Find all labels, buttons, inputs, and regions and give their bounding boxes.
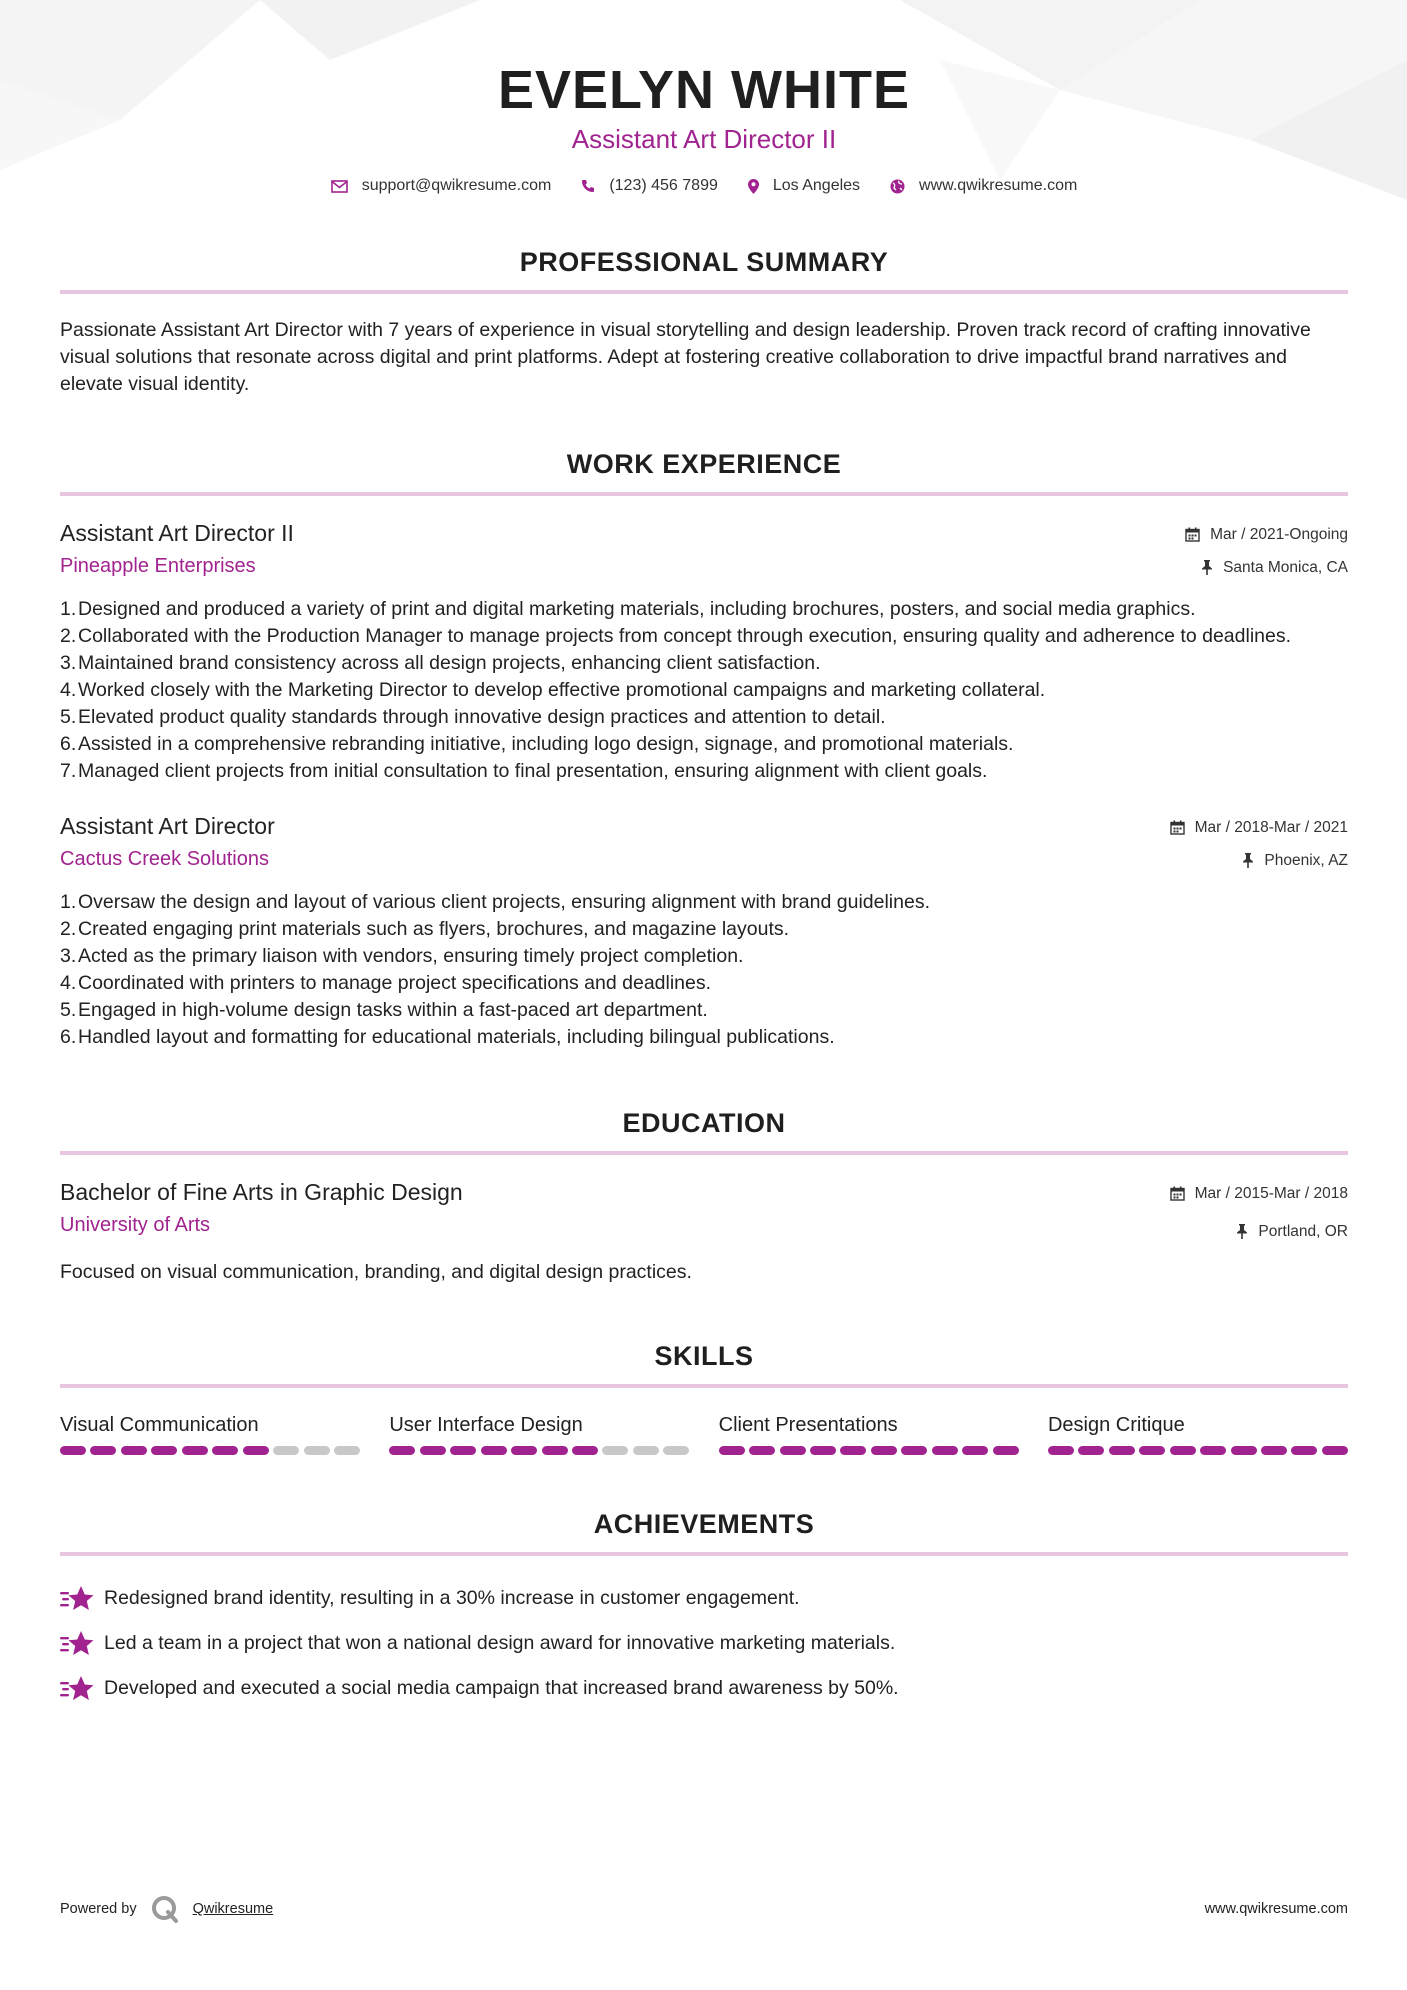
- job-head: [60, 518, 1348, 584]
- skill-level-segment: [243, 1446, 269, 1455]
- achievement-item: [60, 1576, 1348, 1621]
- list-item-text: Managed client projects from initial consultation to final presentation, ensuring alignment with client goals.: [78, 760, 988, 782]
- skill-item: [1048, 1412, 1348, 1455]
- footer-website[interactable]: www.qwikresume.com: [1204, 1901, 1348, 1917]
- skill-level-segment: [871, 1446, 897, 1455]
- contact-email[interactable]: [331, 177, 552, 195]
- list-item: [60, 970, 1348, 997]
- section-divider: [60, 1151, 1348, 1155]
- section-divider: [60, 1552, 1348, 1556]
- list-number: 2.: [60, 918, 77, 940]
- calendar-icon: [1170, 1186, 1185, 1201]
- achievements-section: [60, 1508, 1348, 1711]
- list-number: 7.: [60, 760, 77, 782]
- list-number: 3.: [60, 945, 77, 967]
- list-number: 6.: [60, 1026, 77, 1048]
- education-dates-text: Mar / 2015-Mar / 2018: [1194, 1184, 1348, 1202]
- skill-level-segment: [60, 1446, 86, 1455]
- achievement-list: [60, 1576, 1348, 1711]
- contact-phone[interactable]: [581, 177, 718, 195]
- experience-heading: WORK EXPERIENCE: [566, 449, 842, 479]
- company-name: Pineapple Enterprises: [60, 555, 256, 577]
- envelope-icon: [331, 180, 348, 193]
- skill-level-segment: [1231, 1446, 1257, 1455]
- skills-section: [60, 1340, 1348, 1455]
- skill-level-segment: [1291, 1446, 1317, 1455]
- star-icon: [60, 1674, 94, 1704]
- list-item-text: Elevated product quality standards through innovative design practices and attention to detail.: [78, 706, 886, 728]
- job-left: [60, 811, 275, 873]
- qwikresume-logo-icon: [151, 1895, 179, 1923]
- list-number: 3.: [60, 652, 77, 674]
- skills-heading: SKILLS: [654, 1341, 754, 1371]
- skill-name: Visual Communication: [60, 1414, 259, 1436]
- skill-level-segment: [719, 1446, 745, 1455]
- skill-level-bar: [60, 1446, 360, 1455]
- skill-level-segment: [273, 1446, 299, 1455]
- education-dates: [1170, 1177, 1348, 1210]
- list-item: [60, 704, 1348, 731]
- skill-level-segment: [602, 1446, 628, 1455]
- list-item: [60, 650, 1348, 677]
- map-marker-icon: [748, 179, 759, 194]
- list-item: [60, 758, 1348, 785]
- achievement-item: [60, 1666, 1348, 1711]
- skill-level-segment: [121, 1446, 147, 1455]
- skill-level-segment: [1109, 1446, 1135, 1455]
- skill-level-segment: [962, 1446, 988, 1455]
- skill-name: Client Presentations: [718, 1414, 898, 1436]
- job-dates: [1185, 518, 1348, 551]
- summary-heading: PROFESSIONAL SUMMARY: [519, 247, 889, 277]
- list-number: 5.: [60, 706, 77, 728]
- education-left: [60, 1177, 463, 1239]
- calendar-icon: [1170, 820, 1185, 835]
- skill-level-segment: [542, 1446, 568, 1455]
- job-location-text: Phoenix, AZ: [1264, 851, 1348, 869]
- phone-icon: [581, 179, 595, 193]
- skill-level-segment: [780, 1446, 806, 1455]
- list-number: 4.: [60, 679, 77, 701]
- job-entry: [60, 811, 1348, 1051]
- skill-level-segment: [749, 1446, 775, 1455]
- degree-title: Bachelor of Fine Arts in Graphic Design: [60, 1179, 463, 1205]
- education-entry: [60, 1177, 1348, 1286]
- list-number: 5.: [60, 999, 77, 1021]
- summary-section: [60, 246, 1348, 398]
- contact-website[interactable]: [890, 177, 1077, 195]
- list-item-text: Maintained brand consistency across all design projects, enhancing client satisfaction.: [78, 652, 821, 674]
- skill-item: [389, 1412, 689, 1455]
- skill-level-segment: [334, 1446, 360, 1455]
- skill-level-segment: [572, 1446, 598, 1455]
- job-dates-text: Mar / 2018-Mar / 2021: [1194, 818, 1348, 836]
- powered-by: [60, 1895, 273, 1923]
- education-location-text: Portland, OR: [1258, 1222, 1348, 1240]
- list-item: [60, 997, 1348, 1024]
- resume-footer: [60, 1895, 1348, 1923]
- qwikresume-link[interactable]: Qwikresume: [192, 1901, 274, 1917]
- education-section: [60, 1107, 1348, 1286]
- skill-level-segment: [182, 1446, 208, 1455]
- achievements-heading: ACHIEVEMENTS: [593, 1509, 815, 1539]
- skill-level-bar: [389, 1446, 689, 1455]
- location-text: Los Angeles: [772, 177, 861, 194]
- skill-level-segment: [212, 1446, 238, 1455]
- calendar-icon: [1185, 527, 1200, 542]
- skill-level-segment: [840, 1446, 866, 1455]
- list-item-text: Worked closely with the Marketing Director to develop effective promotional campaigns and marketing collateral.: [78, 679, 1046, 701]
- job-dates: [1170, 811, 1348, 844]
- resume-content: [60, 0, 1348, 1711]
- skill-level-segment: [663, 1446, 689, 1455]
- list-item-text: Collaborated with the Production Manager to manage projects from concept through execution, ensuring quality and adherence to deadlines.: [78, 625, 1292, 647]
- job-left: [60, 518, 294, 580]
- list-item-text: Handled layout and formatting for educational materials, including bilingual publications.: [78, 1026, 835, 1048]
- list-item: [60, 943, 1348, 970]
- list-item-text: Oversaw the design and layout of various client projects, ensuring alignment with brand guidelines.: [78, 891, 930, 913]
- list-number: 2.: [60, 625, 77, 647]
- section-divider: [60, 1384, 1348, 1388]
- job-meta: [1185, 518, 1348, 584]
- candidate-name: EVELYN WHITE: [497, 60, 911, 120]
- skill-level-segment: [1078, 1446, 1104, 1455]
- list-item: [60, 623, 1348, 650]
- powered-by-text: Powered by: [60, 1901, 137, 1917]
- skill-level-segment: [1170, 1446, 1196, 1455]
- pushpin-icon: [1236, 1224, 1248, 1239]
- job-head: [60, 811, 1348, 877]
- job-meta: [1170, 811, 1348, 877]
- section-divider: [60, 290, 1348, 294]
- skill-level-segment: [993, 1446, 1019, 1455]
- skill-level-segment: [151, 1446, 177, 1455]
- skill-level-segment: [932, 1446, 958, 1455]
- globe-icon: [890, 179, 905, 194]
- pushpin-icon: [1242, 853, 1254, 868]
- list-item: [60, 889, 1348, 916]
- list-item-text: Acted as the primary liaison with vendors, ensuring timely project completion.: [78, 945, 744, 967]
- skill-level-bar: [719, 1446, 1019, 1455]
- skill-level-segment: [511, 1446, 537, 1455]
- list-item: [60, 1024, 1348, 1051]
- job-bullets: [60, 596, 1348, 785]
- experience-section: [60, 448, 1348, 1051]
- skill-name: Design Critique: [1047, 1414, 1185, 1436]
- skill-level-segment: [450, 1446, 476, 1455]
- list-item-text: Engaged in high-volume design tasks within a fast-paced art department.: [78, 999, 708, 1021]
- skill-level-segment: [389, 1446, 415, 1455]
- skill-level-segment: [1261, 1446, 1287, 1455]
- education-meta: [1170, 1177, 1348, 1253]
- school-name: University of Arts: [60, 1214, 211, 1236]
- achievement-text: Redesigned brand identity, resulting in a 30% increase in customer engagement.: [104, 1587, 800, 1609]
- job-entry: [60, 518, 1348, 785]
- pushpin-icon: [1201, 560, 1213, 575]
- list-item-text: Coordinated with printers to manage project specifications and deadlines.: [78, 972, 712, 994]
- skill-level-segment: [1048, 1446, 1074, 1455]
- contact-location: [748, 177, 860, 195]
- skill-level-segment: [901, 1446, 927, 1455]
- skill-list: [60, 1412, 1348, 1455]
- phone-text: (123) 456 7899: [609, 177, 718, 194]
- list-item-text: Designed and produced a variety of print and digital marketing materials, including brochures, posters, and social media graphics.: [78, 598, 1196, 620]
- skill-level-segment: [1200, 1446, 1226, 1455]
- achievement-text: Developed and executed a social media campaign that increased brand awareness by 50%.: [104, 1677, 899, 1699]
- skill-level-segment: [304, 1446, 330, 1455]
- skill-name: User Interface Design: [389, 1414, 583, 1436]
- achievement-item: [60, 1621, 1348, 1666]
- skill-level-bar: [1048, 1446, 1348, 1455]
- education-location: [1170, 1210, 1348, 1253]
- section-divider: [60, 492, 1348, 496]
- education-head: [60, 1177, 1348, 1253]
- summary-text: Passionate Assistant Art Director with 7 years of experience in visual storytelling and design leadership. Proven track record of crafting innovative visual solutions that resonate across digital and print platforms. Adept at fostering creative collaboration to drive impactful brand narratives and elevate visual identity.: [60, 319, 1311, 395]
- website-text: www.qwikresume.com: [919, 177, 1078, 194]
- skill-level-segment: [633, 1446, 659, 1455]
- star-icon: [60, 1629, 94, 1659]
- job-location: [1170, 844, 1348, 877]
- job-location-text: Santa Monica, CA: [1223, 558, 1348, 576]
- job-dates-text: Mar / 2021-Ongoing: [1210, 525, 1348, 543]
- job-title: Assistant Art Director II: [60, 520, 294, 546]
- job-location: [1185, 551, 1348, 584]
- list-number: 6.: [60, 733, 77, 755]
- job-bullets: [60, 889, 1348, 1051]
- list-number: 1.: [60, 891, 77, 913]
- list-item-text: Assisted in a comprehensive rebranding initiative, including logo design, signage, and promotional materials.: [78, 733, 1014, 755]
- job-list: [60, 518, 1348, 1051]
- list-item: [60, 677, 1348, 704]
- skill-level-segment: [1322, 1446, 1348, 1455]
- skill-item: [60, 1412, 360, 1455]
- list-item: [60, 731, 1348, 758]
- skill-level-segment: [1139, 1446, 1165, 1455]
- email-text: support@qwikresume.com: [361, 177, 552, 194]
- list-item: [60, 916, 1348, 943]
- skill-level-segment: [481, 1446, 507, 1455]
- contact-bar: [60, 174, 1348, 198]
- resume-header: [60, 0, 1348, 198]
- list-number: 1.: [60, 598, 77, 620]
- company-name: Cactus Creek Solutions: [60, 848, 269, 870]
- skill-item: [719, 1412, 1019, 1455]
- list-number: 4.: [60, 972, 77, 994]
- job-title: Assistant Art Director: [60, 813, 275, 839]
- education-description: Focused on visual communication, branding, and digital design practices.: [60, 1261, 692, 1283]
- list-item-text: Created engaging print materials such as flyers, brochures, and magazine layouts.: [78, 918, 790, 940]
- education-heading: EDUCATION: [622, 1108, 786, 1138]
- candidate-title: Assistant Art Director II: [571, 124, 837, 154]
- skill-level-segment: [90, 1446, 116, 1455]
- skill-level-segment: [810, 1446, 836, 1455]
- achievement-text: Led a team in a project that won a national design award for innovative marketing materials.: [104, 1632, 896, 1654]
- star-icon: [60, 1584, 94, 1614]
- list-item: [60, 596, 1348, 623]
- skill-level-segment: [420, 1446, 446, 1455]
